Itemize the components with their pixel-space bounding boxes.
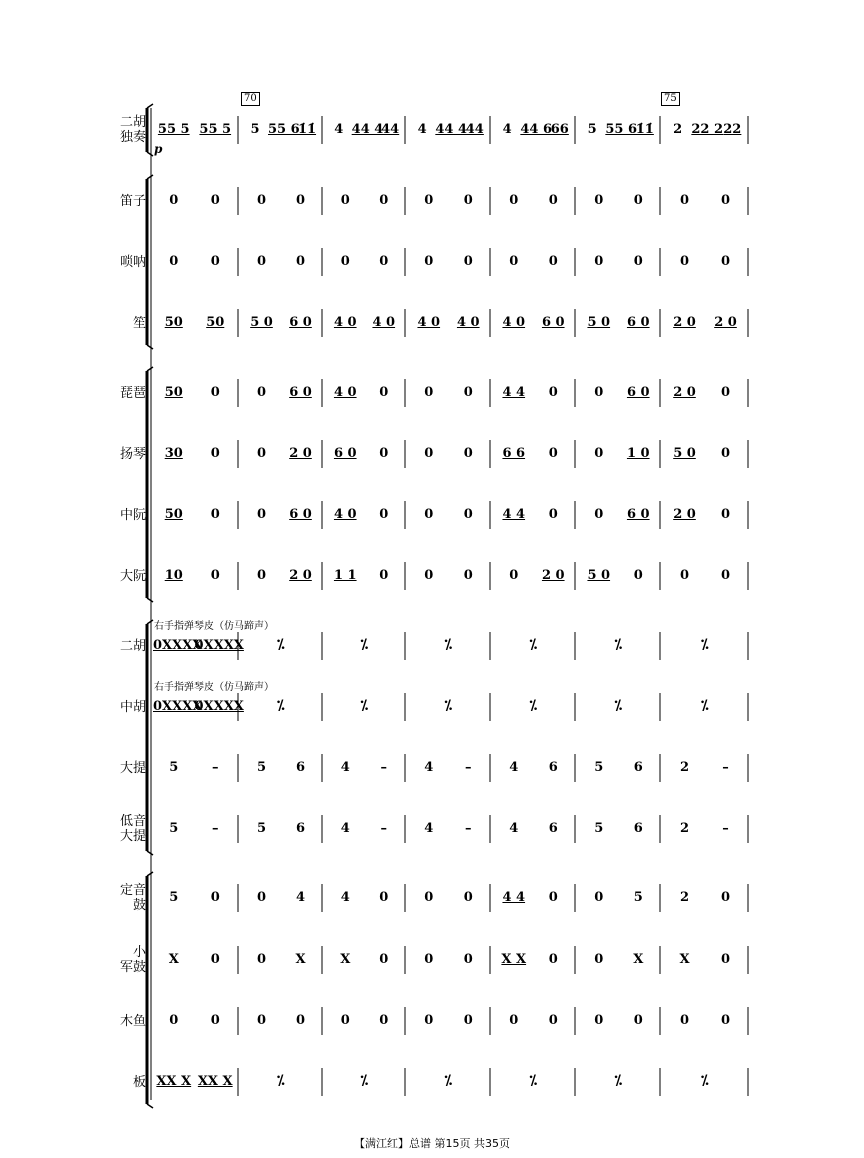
note-beat: 4 0 bbox=[333, 315, 357, 330]
note-beat: 2 0 bbox=[673, 385, 696, 400]
group-bracket-hook bbox=[147, 104, 153, 108]
note-beat: 0 bbox=[720, 952, 731, 967]
note-beat: 0 bbox=[295, 193, 306, 208]
note-beat: 4 0 bbox=[333, 385, 357, 400]
note-beat: 5 bbox=[169, 821, 179, 836]
note-beat: 0 bbox=[594, 507, 604, 522]
note-beat: 0 bbox=[210, 507, 220, 522]
note-beat: – bbox=[722, 821, 729, 836]
note-beat: 6 bbox=[633, 760, 643, 775]
note-beat: 0 bbox=[424, 385, 434, 400]
repeat-measure-sign: ⁒ bbox=[360, 1073, 369, 1089]
note-beat: 0 bbox=[379, 1013, 389, 1028]
note-beat: – bbox=[465, 821, 472, 836]
note-beat: 50 bbox=[164, 507, 183, 522]
note-beat: 0 bbox=[379, 193, 389, 208]
note-beat: 0 bbox=[720, 890, 731, 905]
note-beat: 0 bbox=[210, 952, 220, 967]
note-beat: 0 bbox=[256, 952, 267, 967]
repeat-measure-sign: ⁒ bbox=[614, 698, 623, 714]
note-beat: 0 bbox=[463, 890, 473, 905]
repeat-measure-sign: ⁒ bbox=[614, 1073, 623, 1089]
note-beat: 22 bbox=[723, 122, 742, 137]
note-beat: 6 0 bbox=[626, 507, 650, 522]
instrument-label: 大阮 bbox=[119, 568, 146, 584]
note-beat: 5 bbox=[587, 122, 597, 137]
note-beat: 6 0 bbox=[289, 385, 312, 400]
note-beat: 55 6 bbox=[268, 122, 300, 137]
note-beat: 4 0 bbox=[417, 315, 441, 330]
note-beat: 4 bbox=[509, 821, 519, 836]
group-bracket-hook bbox=[147, 1104, 153, 1108]
note-beat: 0 bbox=[633, 1013, 643, 1028]
note-beat: 4 bbox=[340, 890, 350, 905]
note-beat: 4 0 bbox=[456, 315, 480, 330]
note-beat: 6 bbox=[548, 821, 558, 836]
note-beat: 5 0 bbox=[250, 315, 273, 330]
note-beat: 10 bbox=[164, 568, 183, 583]
note-beat: – bbox=[465, 760, 472, 775]
note-beat: 0 bbox=[594, 254, 604, 269]
repeat-measure-sign: ⁒ bbox=[277, 1073, 285, 1089]
note-beat: 0 bbox=[256, 1013, 267, 1028]
repeat-measure-sign: ⁒ bbox=[277, 637, 285, 653]
note-beat: 0 bbox=[256, 385, 267, 400]
note-beat: 0 bbox=[509, 1013, 519, 1028]
note-beat: 0 bbox=[594, 385, 604, 400]
note-beat: 2 bbox=[679, 760, 690, 775]
note-beat: 0 bbox=[210, 385, 220, 400]
note-beat: 0 bbox=[295, 1013, 306, 1028]
note-beat: 66 bbox=[550, 122, 569, 137]
note-beat: 0 bbox=[424, 193, 434, 208]
annotation-zhonghu: 右手指弹琴皮（仿马蹄声） bbox=[154, 682, 274, 693]
note-beat: 0 bbox=[256, 446, 267, 461]
note-beat: 0 bbox=[720, 507, 731, 522]
note-beat: 0 bbox=[548, 507, 558, 522]
note-beat: 0 bbox=[509, 568, 519, 583]
note-beat: 44 bbox=[465, 122, 484, 137]
note-beat: 2 0 bbox=[714, 315, 737, 330]
note-beat: 2 bbox=[673, 122, 683, 137]
note-beat: 5 bbox=[594, 760, 604, 775]
note-beat: 5 0 bbox=[587, 315, 611, 330]
note-beat: 44 6 bbox=[520, 122, 552, 137]
note-beat: 0 bbox=[256, 890, 267, 905]
instrument-label: 琵琶 bbox=[119, 385, 146, 401]
note-beat: 0 bbox=[548, 385, 558, 400]
note-beat: 0 bbox=[379, 890, 389, 905]
page-footer: 【满江红】总谱 第15页 共35页 bbox=[354, 1137, 510, 1150]
repeat-measure-sign: ⁒ bbox=[360, 637, 369, 653]
group-bracket-hook bbox=[147, 620, 153, 624]
note-beat: 0 bbox=[379, 568, 389, 583]
note-beat: 0 bbox=[424, 1013, 434, 1028]
note-beat: 0XXXX bbox=[194, 699, 244, 714]
note-beat: 0 bbox=[720, 1013, 731, 1028]
note-beat: 6 0 bbox=[289, 507, 312, 522]
note-beat: 2 0 bbox=[673, 507, 696, 522]
annotation-erhu: 右手指弹琴皮（仿马蹄声） bbox=[154, 621, 274, 632]
note-beat: 0XXXX bbox=[153, 699, 203, 714]
note-beat: 0 bbox=[256, 568, 267, 583]
note-beat: 4 bbox=[502, 122, 512, 137]
note-beat: X X bbox=[501, 952, 527, 967]
note-beat: 5 0 bbox=[587, 568, 611, 583]
note-beat: 0 bbox=[210, 446, 220, 461]
note-beat: 4 4 bbox=[502, 890, 526, 905]
note-beat: XX X bbox=[156, 1074, 192, 1089]
note-beat: 6 0 bbox=[333, 446, 357, 461]
instrument-label: 二胡 独奏 bbox=[119, 115, 146, 145]
note-beat: 0 bbox=[548, 446, 558, 461]
note-beat: 0 bbox=[256, 193, 267, 208]
instrument-label: 中胡 bbox=[119, 699, 146, 715]
note-beat: 2 bbox=[679, 890, 690, 905]
note-beat: 4 bbox=[295, 890, 306, 905]
repeat-measure-sign: ⁒ bbox=[529, 1073, 538, 1089]
note-beat: 0 bbox=[424, 507, 434, 522]
note-beat: 4 bbox=[340, 760, 350, 775]
note-beat: 0 bbox=[340, 193, 350, 208]
instrument-label: 定音 鼓 bbox=[119, 883, 146, 913]
note-beat: 30 bbox=[164, 446, 183, 461]
note-beat: 0 bbox=[379, 446, 389, 461]
note-beat: 50 bbox=[164, 315, 183, 330]
repeat-measure-sign: ⁒ bbox=[360, 698, 369, 714]
note-beat: 0 bbox=[256, 507, 267, 522]
note-beat: 55 5 bbox=[157, 122, 190, 137]
note-beat: 0 bbox=[509, 193, 519, 208]
note-beat: XX X bbox=[197, 1074, 233, 1089]
note-beat: 0 bbox=[548, 952, 558, 967]
note-beat: X bbox=[679, 952, 690, 967]
instrument-label: 笛子 bbox=[119, 193, 146, 209]
note-beat: 4 bbox=[509, 760, 519, 775]
note-beat: 55 6 bbox=[605, 122, 637, 137]
note-beat: 0 bbox=[679, 254, 690, 269]
note-beat: 0 bbox=[424, 446, 434, 461]
note-beat: 0 bbox=[340, 1013, 350, 1028]
note-beat: 0 bbox=[210, 1013, 220, 1028]
note-beat: 4 bbox=[424, 821, 434, 836]
note-beat: 4 0 bbox=[333, 507, 357, 522]
note-beat: 4 4 bbox=[502, 385, 526, 400]
note-beat: 0 bbox=[679, 568, 690, 583]
note-beat: 0 bbox=[633, 568, 643, 583]
note-beat: 0 bbox=[509, 254, 519, 269]
note-beat: 0 bbox=[210, 193, 220, 208]
note-beat: – bbox=[212, 760, 219, 775]
note-beat: 0 bbox=[256, 254, 267, 269]
note-beat: 0XXXX bbox=[153, 638, 203, 653]
instrument-label: 唢呐 bbox=[119, 254, 146, 270]
note-beat: 44 4 bbox=[435, 122, 467, 137]
note-beat: 0 bbox=[720, 193, 731, 208]
note-beat: 0 bbox=[463, 952, 473, 967]
note-beat: 0 bbox=[169, 254, 179, 269]
note-beat: 0 bbox=[463, 254, 473, 269]
instrument-label: 板 bbox=[132, 1074, 146, 1090]
repeat-measure-sign: ⁒ bbox=[529, 698, 538, 714]
note-beat: 55 5 bbox=[199, 122, 232, 137]
measure-number-70: 70 bbox=[241, 92, 260, 106]
note-beat: 0 bbox=[463, 568, 473, 583]
note-beat: 0 bbox=[463, 385, 473, 400]
note-beat: 0 bbox=[424, 254, 434, 269]
note-beat: 22 2 bbox=[691, 122, 723, 137]
note-beat: 0 bbox=[169, 193, 179, 208]
group-bracket-hook bbox=[147, 872, 153, 876]
note-beat: 0 bbox=[679, 1013, 690, 1028]
repeat-measure-sign: ⁒ bbox=[701, 698, 709, 714]
note-beat: 6 0 bbox=[289, 315, 312, 330]
note-beat: 2 0 bbox=[289, 446, 312, 461]
note-beat: – bbox=[212, 821, 219, 836]
note-beat: 5 bbox=[250, 122, 260, 137]
note-beat: 0 bbox=[633, 193, 643, 208]
note-beat: 5 bbox=[169, 890, 179, 905]
note-beat: 44 bbox=[381, 122, 400, 137]
note-beat: 0 bbox=[340, 254, 350, 269]
note-beat: – bbox=[380, 760, 387, 775]
note-beat: 1 0 bbox=[626, 446, 650, 461]
note-beat: 6 6 bbox=[502, 446, 526, 461]
note-beat: 0 bbox=[594, 1013, 604, 1028]
group-bracket-hook bbox=[147, 345, 153, 349]
repeat-measure-sign: ⁒ bbox=[529, 637, 538, 653]
note-beat: 0 bbox=[720, 385, 731, 400]
note-beat: 1 1 bbox=[333, 568, 357, 583]
instrument-label: 中阮 bbox=[119, 507, 146, 523]
note-beat: 1̇1̇ bbox=[635, 122, 654, 137]
note-beat: 0 bbox=[720, 446, 731, 461]
note-beat: 6 bbox=[548, 760, 558, 775]
repeat-measure-sign: ⁒ bbox=[444, 1073, 453, 1089]
note-beat: 5 bbox=[256, 821, 267, 836]
note-beat: 1̇1̇ bbox=[297, 122, 317, 137]
instrument-label: 低音 大提 bbox=[119, 814, 146, 844]
note-beat: 0 bbox=[594, 952, 604, 967]
note-beat: X bbox=[340, 952, 351, 967]
note-beat: 4 bbox=[417, 122, 427, 137]
note-beat: 0XXXX bbox=[194, 638, 244, 653]
repeat-measure-sign: ⁒ bbox=[701, 1073, 709, 1089]
note-beat: 6 bbox=[295, 760, 306, 775]
dynamic-marking: p bbox=[154, 142, 163, 156]
note-beat: 50 bbox=[206, 315, 225, 330]
note-beat: 5 bbox=[633, 890, 643, 905]
note-beat: 0 bbox=[379, 952, 389, 967]
note-beat: 0 bbox=[463, 193, 473, 208]
note-beat: – bbox=[380, 821, 387, 836]
note-beat: 4 bbox=[424, 760, 434, 775]
note-beat: X bbox=[168, 952, 179, 967]
measure-number-75: 75 bbox=[661, 92, 680, 106]
instrument-label: 二胡 bbox=[119, 638, 146, 654]
note-beat: 0 bbox=[463, 1013, 473, 1028]
repeat-measure-sign: ⁒ bbox=[277, 698, 285, 714]
group-bracket-hook bbox=[147, 598, 153, 602]
instrument-label: 大提 bbox=[119, 760, 146, 776]
note-beat: 0 bbox=[679, 193, 690, 208]
note-beat: 6 bbox=[633, 821, 643, 836]
note-beat: 0 bbox=[379, 254, 389, 269]
note-beat: 0 bbox=[463, 507, 473, 522]
note-beat: 0 bbox=[594, 890, 604, 905]
note-beat: 5 bbox=[169, 760, 179, 775]
repeat-measure-sign: ⁒ bbox=[444, 698, 453, 714]
instrument-label: 扬琴 bbox=[119, 446, 146, 462]
note-beat: 0 bbox=[463, 446, 473, 461]
note-beat: 4 0 bbox=[502, 315, 526, 330]
note-beat: 5 0 bbox=[673, 446, 696, 461]
note-beat: X bbox=[633, 952, 644, 967]
note-beat: 6 0 bbox=[541, 315, 565, 330]
note-beat: 5 bbox=[256, 760, 267, 775]
note-beat: 0 bbox=[169, 1013, 179, 1028]
note-beat: 0 bbox=[548, 1013, 558, 1028]
note-beat: 4 bbox=[340, 821, 350, 836]
note-beat: – bbox=[722, 760, 729, 775]
repeat-measure-sign: ⁒ bbox=[444, 637, 453, 653]
group-bracket-hook bbox=[147, 175, 153, 179]
repeat-measure-sign: ⁒ bbox=[614, 637, 623, 653]
note-beat: 5 bbox=[594, 821, 604, 836]
note-beat: 50 bbox=[164, 385, 183, 400]
note-beat: X bbox=[295, 952, 306, 967]
note-beat: 6 0 bbox=[626, 315, 650, 330]
note-beat: 0 bbox=[633, 254, 643, 269]
instrument-label: 笙 bbox=[132, 315, 146, 331]
note-beat: 0 bbox=[720, 254, 731, 269]
note-beat: 0 bbox=[424, 890, 434, 905]
note-beat: 0 bbox=[594, 446, 604, 461]
note-beat: 0 bbox=[720, 568, 731, 583]
note-beat: 4 0 bbox=[372, 315, 396, 330]
note-beat: 0 bbox=[210, 890, 220, 905]
note-beat: 0 bbox=[424, 952, 434, 967]
note-beat: 6 bbox=[295, 821, 306, 836]
note-beat: 0 bbox=[548, 890, 558, 905]
note-beat: 0 bbox=[424, 568, 434, 583]
instrument-label: 木鱼 bbox=[119, 1013, 146, 1029]
note-beat: 4 4 bbox=[502, 507, 526, 522]
note-beat: 0 bbox=[548, 254, 558, 269]
group-bracket-hook bbox=[147, 851, 153, 855]
note-beat: 0 bbox=[295, 254, 306, 269]
note-beat: 2 0 bbox=[673, 315, 696, 330]
note-beat: 0 bbox=[548, 193, 558, 208]
note-beat: 2 0 bbox=[541, 568, 565, 583]
note-beat: 0 bbox=[210, 254, 220, 269]
note-beat: 0 bbox=[379, 507, 389, 522]
instrument-label: 小 军鼓 bbox=[119, 945, 146, 975]
repeat-measure-sign: ⁒ bbox=[701, 637, 709, 653]
note-beat: 6 0 bbox=[626, 385, 650, 400]
note-beat: 0 bbox=[210, 568, 220, 583]
note-beat: 44 4 bbox=[351, 122, 384, 137]
note-beat: 2 0 bbox=[289, 568, 312, 583]
group-bracket-hook bbox=[147, 152, 153, 156]
note-beat: 0 bbox=[594, 193, 604, 208]
note-beat: 4 bbox=[334, 122, 344, 137]
group-bracket-hook bbox=[147, 367, 153, 371]
note-beat: 2 bbox=[679, 821, 690, 836]
note-beat: 0 bbox=[379, 385, 389, 400]
